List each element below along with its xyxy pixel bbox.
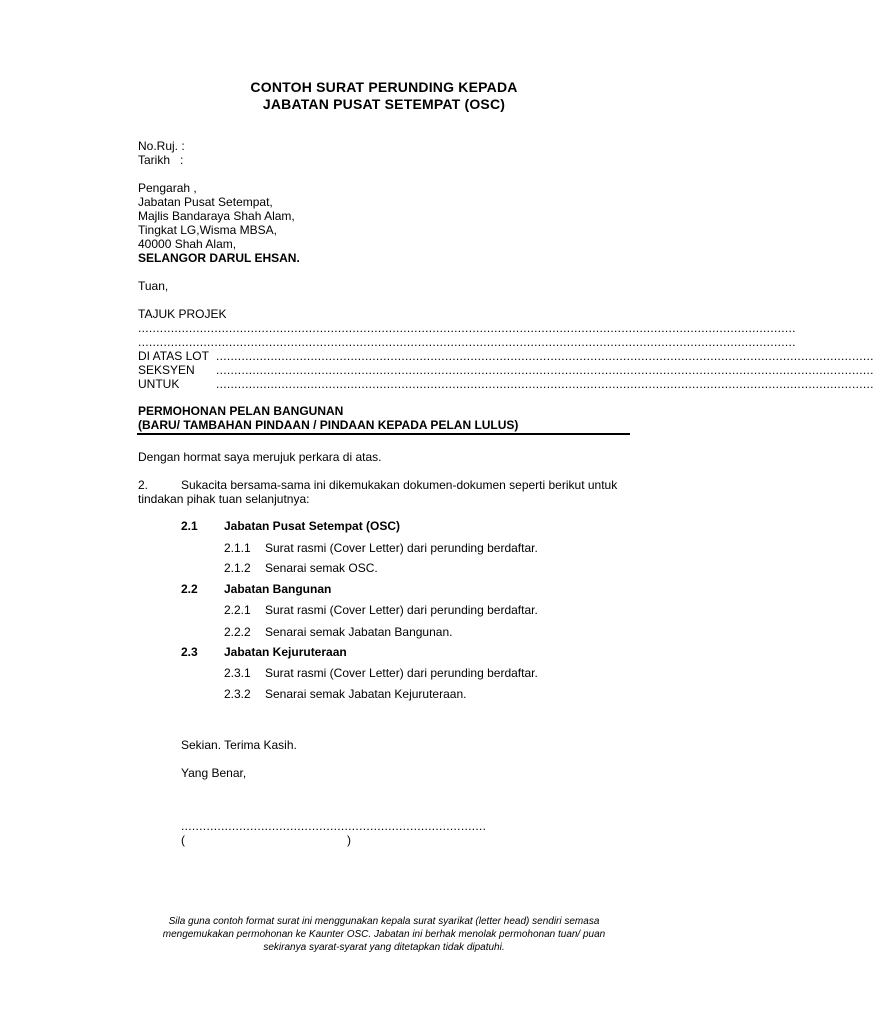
subject-line-1: PERMOHONAN PELAN BANGUNAN xyxy=(138,404,344,418)
list-item-number: 2.2.1 xyxy=(224,603,251,617)
section-number: 2.2 xyxy=(181,582,198,596)
title-line-1: CONTOH SURAT PERUNDING KEPADA xyxy=(250,79,518,95)
body-paragraph-1: Dengan hormat saya merujuk perkara di atas. xyxy=(138,450,382,464)
section-number: 2.3 xyxy=(181,645,198,659)
address-line-2: Jabatan Pusat Setempat, xyxy=(138,195,273,209)
address-line-5: 40000 Shah Alam, xyxy=(138,237,237,251)
subject-underline xyxy=(137,433,630,435)
section-number: 2.1 xyxy=(181,519,198,533)
list-item-text: Senarai semak Jabatan Bangunan. xyxy=(265,625,453,639)
closing-yours: Yang Benar, xyxy=(181,766,247,780)
list-item-text: Senarai semak Jabatan Kejuruteraan. xyxy=(265,687,467,701)
seksyen-label: SEKSYEN xyxy=(138,363,195,377)
title-line-2: JABATAN PUSAT SETEMPAT (OSC) xyxy=(262,96,506,112)
address-line-1: Pengarah , xyxy=(138,181,197,195)
footer-note xyxy=(120,915,648,954)
ref-no: No.Ruj. : xyxy=(138,139,185,153)
list-item-text: Surat rasmi (Cover Letter) dari perunding berdaftar. xyxy=(265,666,538,680)
list-item-text: Senarai semak OSC. xyxy=(265,561,378,575)
lot-label: DI ATAS LOT xyxy=(138,349,209,363)
list-item-number: 2.2.2 xyxy=(224,625,251,639)
signature-dotted-line: .................................................................................... xyxy=(181,819,487,833)
salutation: Tuan, xyxy=(138,279,169,293)
body-paragraph-2-line-1: Sukacita bersama-sama ini dikemukakan dokumen-dokumen seperti berikut untuk xyxy=(181,478,618,492)
footer-note-line-3: sekiranya syarat-syarat yang ditetapkan tidak dipatuhi. xyxy=(263,942,505,953)
untuk-dotted-line: ..................................................................................................................................................................................... xyxy=(216,377,874,391)
address-line-3: Majlis Bandaraya Shah Alam, xyxy=(138,209,295,223)
footer-note-line-2: mengemukakan permohonan ke Kaunter OSC. Jabatan ini berhak menolak permohonan tuan/ puan xyxy=(162,929,606,940)
address-line-4: Tingkat LG,Wisma MBSA, xyxy=(138,223,277,237)
project-title-label: TAJUK PROJEK xyxy=(138,307,227,321)
seksyen-dotted-line: ..................................................................................................................................................................................... xyxy=(216,363,874,377)
list-item-text: Surat rasmi (Cover Letter) dari perunding berdaftar. xyxy=(265,541,538,555)
list-item-number: 2.3.2 xyxy=(224,687,251,701)
project-title-dotted-line-1: ..................................................................................................................................................................................... xyxy=(138,321,796,335)
name-paren-open: ( xyxy=(181,833,185,847)
section-title: Jabatan Pusat Setempat (OSC) xyxy=(224,519,401,533)
list-item-number: 2.1.1 xyxy=(224,541,251,555)
footer-note-line-1: Sila guna contoh format surat ini menggunakan kepala surat syarikat (letter head) sendiri semasa xyxy=(168,916,600,927)
section-title: Jabatan Kejuruteraan xyxy=(224,645,347,659)
project-title-dotted-line-2: ..................................................................................................................................................................................... xyxy=(138,335,796,349)
section-title: Jabatan Bangunan xyxy=(224,582,332,596)
list-item-text: Surat rasmi (Cover Letter) dari perunding berdaftar. xyxy=(265,603,538,617)
untuk-label: UNTUK xyxy=(138,377,180,391)
subject-line-2: (BARU/ TAMBAHAN PINDAAN / PINDAAN KEPADA PELAN LULUS) xyxy=(138,418,519,432)
body-paragraph-2-line-2: tindakan pihak tuan selanjutnya: xyxy=(138,492,310,506)
body-paragraph-2-number: 2. xyxy=(138,478,149,492)
closing-thanks: Sekian. Terima Kasih. xyxy=(181,738,297,752)
ref-date: Tarikh : xyxy=(138,153,184,167)
lot-dotted-line: ..................................................................................................................................................................................... xyxy=(216,349,874,363)
list-item-number: 2.1.2 xyxy=(224,561,251,575)
address-line-6: SELANGOR DARUL EHSAN. xyxy=(138,251,300,265)
name-paren-close: ) xyxy=(347,833,351,847)
list-item-number: 2.3.1 xyxy=(224,666,251,680)
